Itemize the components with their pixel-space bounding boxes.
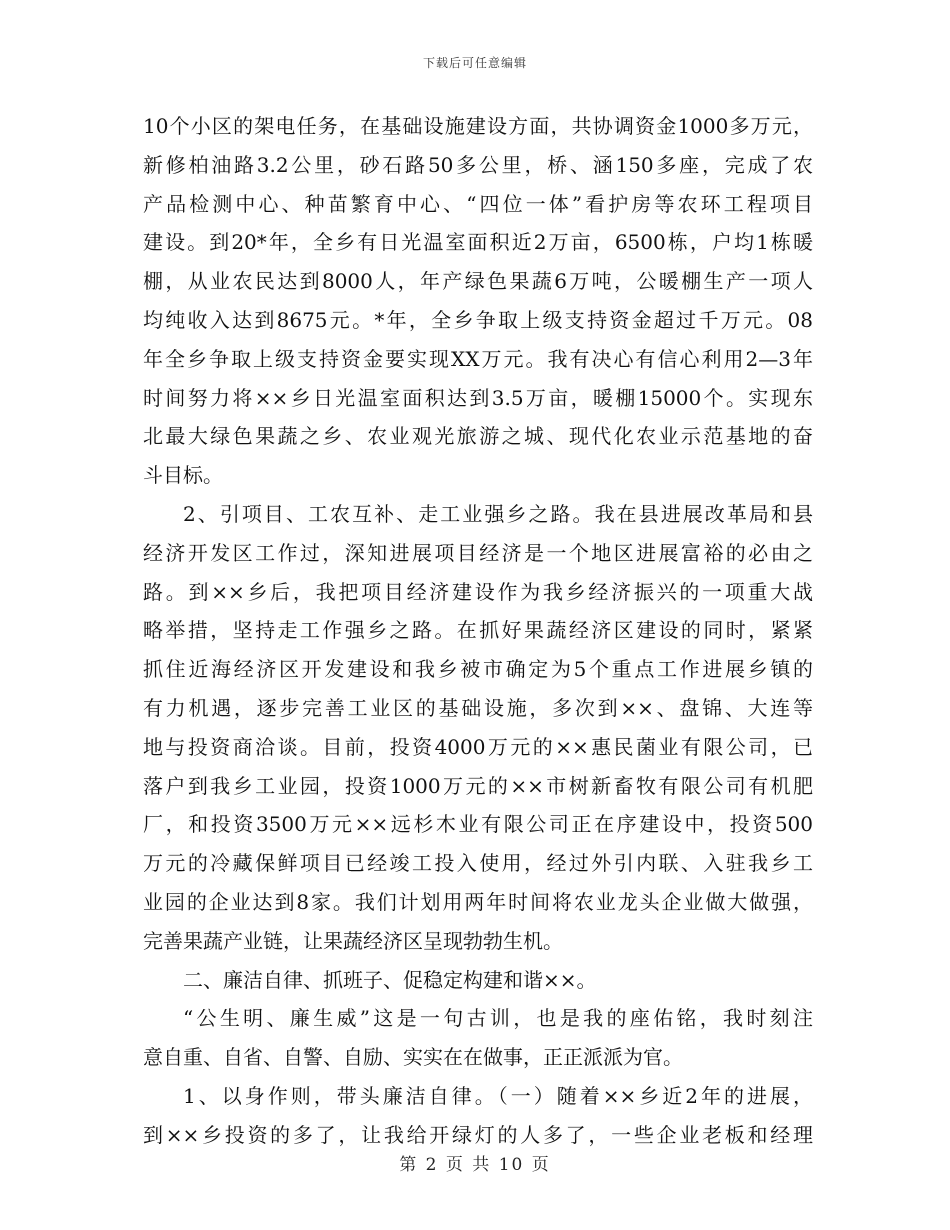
- text-line: 厂，和投资3500万元××远杉木业有限公司正在序建设中，投资500: [143, 812, 813, 837]
- text-line: 万元的冷藏保鲜项目已经竣工投入使用，经过外引内联、入驻我乡工: [143, 851, 813, 876]
- text-line: 到××乡投资的多了，让我给开绿灯的人多了，一些企业老板和经理: [143, 1122, 813, 1147]
- text-line: 有力机遇，逐步完善工业区的基础设施，多次到××、盘锦、大连等: [143, 695, 813, 720]
- text-line: 路。到××乡后，我把项目经济建设作为我乡经济振兴的一项重大战: [143, 579, 813, 604]
- page-header: 下载后可任意编辑: [422, 56, 527, 70]
- text-line: 意自重、自省、自警、自励、实实在在做事，正正派派为官。: [143, 1045, 683, 1070]
- text-line: 业园的企业达到8家。我们计划用两年时间将农业龙头企业做大做强，: [143, 889, 813, 914]
- text-line: “公生明、廉生威”这是一句古训，也是我的座佑铭，我时刻注: [183, 1006, 813, 1031]
- page-number: 第 2 页 共 10 页: [399, 1155, 551, 1175]
- text-line: 北最大绿色果蔬之乡、农业观光旅游之城、现代化农业示范基地的奋: [143, 424, 813, 449]
- text-line: 时间努力将××乡日光温室面积达到3.5万亩，暖棚15000个。实现东: [143, 385, 813, 410]
- paragraph-4: [143, 1077, 813, 1155]
- text-line: 1、以身作则，带头廉洁自律。（一）随着××乡近2年的进展，: [183, 1083, 813, 1108]
- text-line: 二、廉洁自律、抓班子、促稳定构建和谐××。: [183, 967, 597, 992]
- text-line: 10个小区的架电任务，在基础设施建设方面，共协调资金1000多万元，: [143, 114, 813, 138]
- text-line: 抓住近海经济区开发建设和我乡被市确定为5个重点工作进展乡镇的: [143, 657, 813, 682]
- paragraph-1: [143, 107, 813, 495]
- text-line: 建设。到20*年，全乡有日光温室面积近2万亩，6500栋，户均1栋暖: [143, 230, 813, 255]
- text-line: 2、引项目、工农互补、走工业强乡之路。我在县进展改革局和县: [183, 501, 813, 526]
- text-line: 棚，从业农民达到8000人，年产绿色果蔬6万吨，公暖棚生产一项人: [143, 269, 813, 294]
- text-line: 斗目标。: [143, 463, 223, 488]
- text-line: 经济开发区工作过，深知进展项目经济是一个地区进展富裕的必由之: [143, 540, 813, 565]
- text-line: 落户到我乡工业园，投资1000万元的××市树新畜牧有限公司有机肥: [143, 773, 813, 798]
- document-body: [143, 107, 813, 1155]
- text-line: 年全乡争取上级支持资金要实现XX万元。我有决心有信心利用2—3年: [143, 346, 813, 371]
- text-line: 完善果蔬产业链，让果蔬经济区呈现勃勃生机。: [143, 928, 563, 953]
- text-line: 新修柏油路3.2公里，砂石路50多公里，桥、涵150多座，完成了农: [143, 152, 813, 177]
- section-heading: [143, 961, 813, 1000]
- text-line: 地与投资商洽谈。目前，投资4000万元的××惠民菌业有限公司，已: [143, 734, 813, 759]
- paragraph-3: [143, 999, 813, 1077]
- text-line: 略举措，坚持走工作强乡之路。在抓好果蔬经济区建设的同时，紧紧: [143, 618, 813, 643]
- text-line: 均纯收入达到8675元。*年，全乡争取上级支持资金超过千万元。08: [143, 307, 813, 332]
- text-line: 产品检测中心、种苗繁育中心、“四位一体”看护房等农环工程项目: [143, 191, 813, 216]
- paragraph-2: [143, 495, 813, 961]
